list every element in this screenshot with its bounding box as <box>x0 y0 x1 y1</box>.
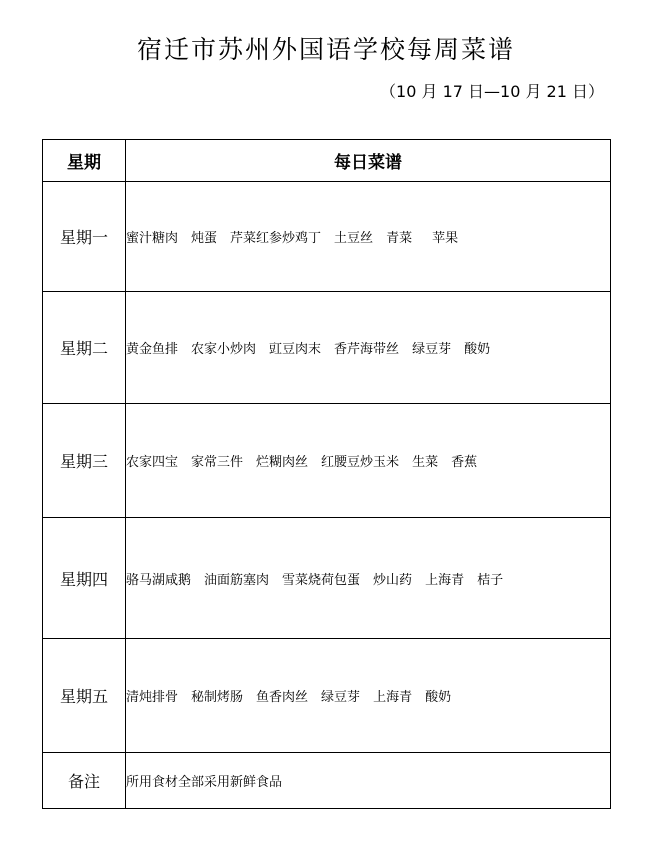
dish-item: 炖蛋 <box>191 231 218 246</box>
table-row <box>43 639 611 753</box>
dish-item: 蜜汁糖肉 <box>126 231 179 246</box>
dish-item: 油面筋塞肉 <box>204 572 270 588</box>
dish-item: 青菜 <box>386 231 413 246</box>
dish-item: 红腰豆炒玉米 <box>321 455 400 470</box>
header-menu: 每日菜谱 <box>126 140 611 182</box>
dish-item: 清炖排骨 <box>126 690 179 705</box>
day-cell: 星期五 <box>43 639 126 753</box>
page-title: 宿迁市苏州外国语学校每周菜谱 <box>136 35 515 64</box>
dish-item: 家常三件 <box>191 455 244 470</box>
dishes-cell <box>126 292 611 404</box>
note-label: 备注 <box>43 753 126 809</box>
day-cell: 星期二 <box>43 292 126 404</box>
header-day: 星期 <box>43 140 126 182</box>
table-row <box>43 518 611 639</box>
dish-item: 桔子 <box>477 572 504 588</box>
dish-item: 农家四宝 <box>126 455 179 470</box>
dishes-cell <box>126 518 611 639</box>
dish-item: 苹果 <box>432 231 459 246</box>
dish-item: 酸奶 <box>464 342 491 357</box>
table-row <box>43 182 611 292</box>
dish-item: 雪菜烧荷包蛋 <box>282 572 361 588</box>
day-cell: 星期一 <box>43 182 126 292</box>
dish-item: 酸奶 <box>425 690 452 705</box>
dish-item: 香芹海带丝 <box>334 342 400 357</box>
dish-item: 烂糊肉丝 <box>256 455 309 470</box>
dish-item: 香蕉 <box>451 455 478 470</box>
day-cell: 星期三 <box>43 404 126 518</box>
dish-item: 上海青 <box>373 690 413 705</box>
dish-item: 绿豆芽 <box>412 342 452 357</box>
dish-item: 生菜 <box>412 455 439 470</box>
dish-item: 豇豆肉末 <box>269 342 322 357</box>
dishes-cell <box>126 404 611 518</box>
dish-item: 骆马湖咸鹅 <box>126 572 192 588</box>
note-text: 所用食材全部采用新鲜食品 <box>126 753 611 809</box>
note-row <box>43 753 611 809</box>
day-cell: 星期四 <box>43 518 126 639</box>
dish-item: 鱼香肉丝 <box>256 690 309 705</box>
table-header-row <box>43 140 611 182</box>
weekly-menu-table <box>42 139 611 809</box>
dish-item: 黄金鱼排 <box>126 342 179 357</box>
dish-item: 秘制烤肠 <box>191 690 244 705</box>
dish-item: 芹菜红参炒鸡丁 <box>230 231 322 246</box>
dishes-cell <box>126 182 611 292</box>
dish-item: 炒山药 <box>373 572 413 588</box>
dish-item: 上海青 <box>425 572 465 588</box>
dishes-cell <box>126 639 611 753</box>
table-row <box>43 292 611 404</box>
dish-item: 绿豆芽 <box>321 690 361 705</box>
dish-item: 土豆丝 <box>334 231 374 246</box>
table-row <box>43 404 611 518</box>
dish-item: 农家小炒肉 <box>191 342 257 357</box>
date-range: （10 月 17 日—10 月 21 日） <box>380 82 604 101</box>
